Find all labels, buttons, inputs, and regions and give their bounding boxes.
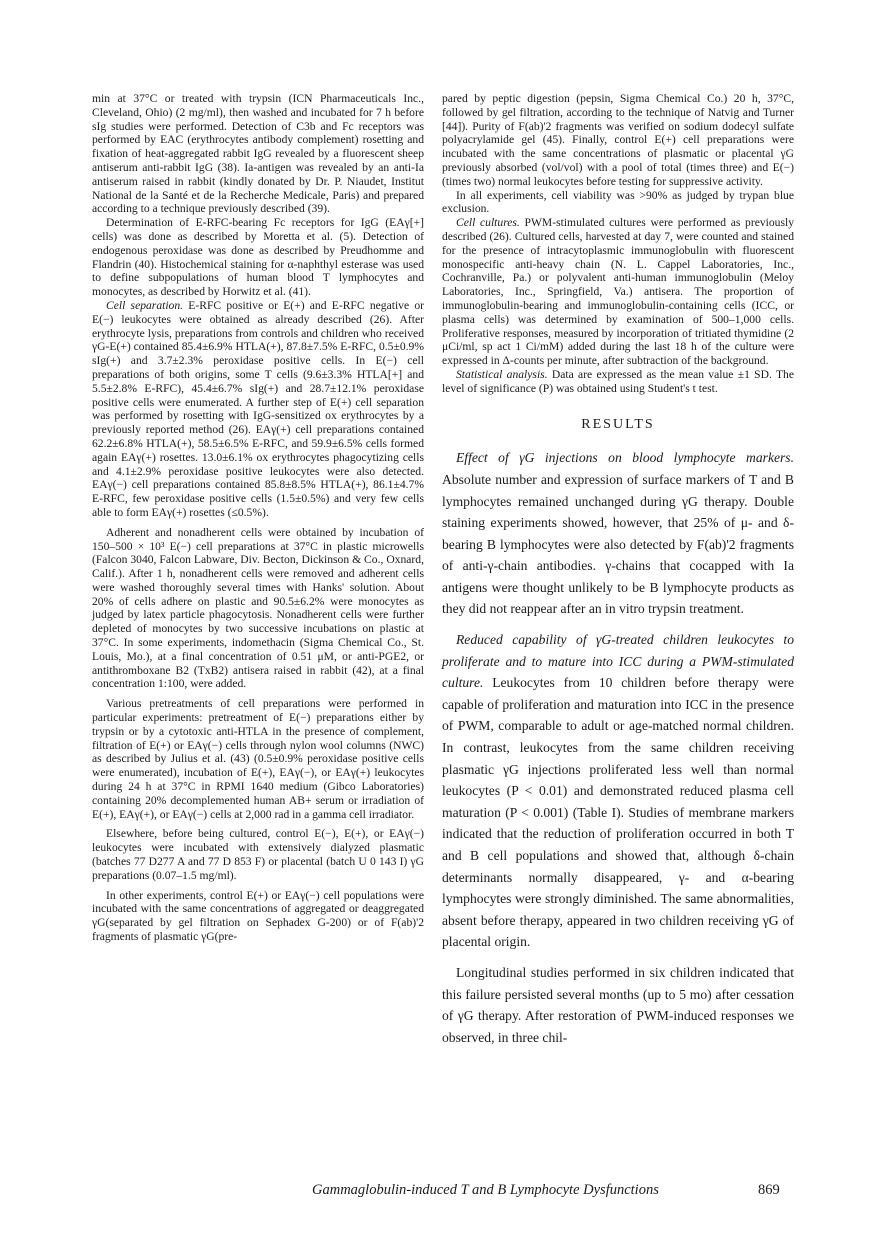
results-proliferation-text: Leukocytes from 10 children before therapy were capable of proliferation and maturation into ICC in the presence of PWM, comparable to adult or age-matched normal children. In contrast, leukocytes from the same children receiving plasmatic γG injections proliferated less well than normal leukocytes (P < 0.01) and demonstrated reduced plasma cell maturation (P < 0.001) (Table I). Studies of membrane markers indicated that the reduction of proliferation occurred in both T and B cell populations and showed that, although δ-chain determinants normally disappeared, γ- and α-bearing lymphocytes were strongly diminished. The same abnormalities, absent before therapy, appeared in two children receiving γG of placental origin.: [442, 675, 794, 950]
left-column: [92, 92, 424, 944]
running-title: Gammaglobulin-induced T and B Lymphocyte Dysfunctions: [312, 1182, 659, 1198]
paragraph-results-markers: [442, 447, 794, 620]
right-column: [442, 92, 794, 1048]
section-heading-proliferation: Reduced capability of γG-treated children leukocytes to proliferate and to mature into ICC during a PWM-stimulated culture.: [442, 632, 794, 691]
paragraph-results-longitudinal: Longitudinal studies performed in six children indicated that this failure persisted several months (up to 5 mo) after cessation of γG therapy. After restoration of PWM-induced responses we observed, in three chil-: [442, 964, 794, 1045]
page-number: 869: [758, 1182, 780, 1198]
paragraph-fab-fragments: pared by peptic digestion (pepsin, Sigma Chemical Co.) 20 h, 37°C, followed by gel filtration, according to the technique of Natvig and Turner [44]). Purity of F(ab)'2 fragments was verified on sodium dodecyl sulfate polyacrylamide gel (45). Finally, control E(+) cell preparations were incubated with the same concentrations of plasmatic or placental γG previously absorbed (vol/vol) with a pool of total (times three) and E(−) (times two) normal leukocytes before testing for suppressive activity.: [442, 92, 794, 188]
paragraph-methods-fc-receptors: Determination of E-RFC-bearing Fc receptors for IgG (EAγ[+] cells) was done as described by Moretta et al. (5). Detection of endogenous peroxidase was done as described by Preudhomme and Flandrin (40). Histochemical staining for α-naphthyl esterase was used to define subpopulations of human blood T lymphocytes and monocytes, as described by Horwitz et al. (41).: [92, 216, 424, 299]
section-heading-markers: Effect of γG injections on blood lymphocyte markers.: [456, 450, 794, 466]
paragraph-methods-antigens: min at 37°C or treated with trypsin (ICN Pharmaceuticals Inc., Cleveland, Ohio) (2 mg/ml), then washed and incubated for 7 h before sIg studies were performed. Detection of C3b and Fc receptors was performed by EAC (erythrocytes antibody complement) rosetting and fixation of heat-aggregated rabbit IgG revealed by a fluorescent sheep antiserum anti-rabbit IgG (38). Ia-antigen was revealed by an anti-Ia antiserum raised in rabbit (kindly donated by Dr. P. Niaudet, Institut National de la Santé et de la Recherche Medicale, Paris) and prepared according to a technique previously described (39).: [92, 92, 424, 216]
section-heading-cell-cultures: Cell cultures.: [456, 216, 520, 230]
paragraph-viability: In all experiments, cell viability was >90% as judged by trypan blue exclusion.: [442, 188, 794, 216]
results-markers-text: Absolute number and expression of surface markers of T and B lymphocytes remained unchanged during γG therapy. Double staining experiments showed, however, that 25% of μ- and δ-bearing B lymphocytes were also detected by F(ab)'2 fragments of anti-γ-chain antibodies. γ-chains that cocapped with Ia antigens were thought unlikely to be B lymphocyte products as they did not reappear after an in vitro trypsin treatment.: [442, 471, 794, 617]
page-footer: [0, 1182, 890, 1202]
paragraph-incubation: Elsewhere, before being cultured, control E(−), E(+), or EAγ(−) leukocytes were incubated with extensively dialyzed plasmatic (batches 77 D277 A and 77 D 853 F) or placental (batch U 0 143 I) γG preparations (0.07–1.5 mg/ml).: [92, 827, 424, 882]
section-heading-cell-separation: Cell separation.: [106, 298, 184, 312]
section-heading-statistical-analysis: Statistical analysis.: [456, 367, 548, 381]
paragraph-cell-cultures: [442, 216, 794, 368]
paragraph-other-experiments: In other experiments, control E(+) or EAγ(−) cell populations were incubated with the same concentrations of aggregated or deaggregated γG(separated by gel filtration on Sephadex G-200) or of F(ab)'2 fragments of plasmatic γG(pre-: [92, 888, 424, 944]
results-body: [442, 447, 794, 1048]
statistical-analysis-text: Data are expressed as the mean value ±1 SD. The level of significance (P) was obtained using Student's t test.: [442, 367, 794, 395]
cell-separation-text: E-RFC positive or E(+) and E-RFC negative or E(−) leukocytes were obtained as already described (26). After erythrocyte lysis, preparations from controls and children who received γG-E(+) contained 85.4±6.9% HTLA(+), 87.8±7.5% E-RFC, 0.5±0.9% sIg(+) and 3.7±2.3% peroxidase positive cells. In E(−) cell preparations of both origins, some T cells (9.6±3.3% HTLA[+] and 5.5±2.8% E-RFC), 45.4±6.7% sIg(+) and 28.7±12.1% peroxidase positive cells were enumerated. A further step of E(+) cell separation was performed by rosetting with IgG-sensitized ox erythrocytes by a previously reported method (26). EAγ(+) cell preparations contained 62.2±6.8% HTLA(+), 58.5±6.5% E-RFC, and 59.9±6.5% cells formed again EAγ(+) rosettes. 13.0±6.1% ox erythrocytes phagocytizing cells and 4.1±2.9% peroxidase positive leukocytes were also detected. EAγ(−) cell preparations contained 85.8±8.5% HTLA(+), 86.1±4.7% E-RFC, few peroxidase positive cells (1.5±0.5%) and very few cells able to form EAγ(+) rosettes (≤0.5%).: [92, 298, 425, 519]
paragraph-results-proliferation: [442, 629, 794, 953]
paragraph-adherent-cells: Adherent and nonadherent cells were obtained by incubation of 150–500 × 10³ E(−) cell preparations at 37°C in plastic microwells (Falcon 3040, Falcon Labware, Div. Becton, Dickinson & Co., Oxnard, Calif.). After 1 h, nonadherent cells were removed and adherent cells were washed thoroughly several times with Hanks' solution. About 20% of cells adhere on plastic and 90.5±6.2% were monocytes as judged by latex particle phagocytosis. Nonadherent cells were further depleted of monocytes by two successive incubations on plastic at 37°C. In some experiments, indomethacin (Sigma Chemical Co., St. Louis, Mo.), at a final concentration of 0.51 μM, or anti-PGE2, or antithromboxane B2 (TxB2) antisera raised in rabbit (42), at a final concentration 1:100, were added.: [92, 525, 424, 691]
cell-cultures-text: PWM-stimulated cultures were performed as previously described (26). Cultured cells, harvested at day 7, were counted and stained for the presence of intracytoplasmic immunoglobulin with fluorescent monospecific anti-heavy chain (N. L. Cappel Laboratories, Inc., Cochranville, Pa.) or polyvalent anti-human immunoglobulin (Meloy Laboratories, Inc., Springfield, Va.) antisera. The proportion of immunoglobulin-bearing and immunoglobulin-containing cells (ICC, or plasma cells) was determined by examination of 500–1,000 cells. Proliferative responses, measured by incorporation of tritiated thymidine (2 μCi/ml, sp act 1 Ci/mM) added during the last 18 h of the culture were expressed in Δ-counts per minute, after subtraction of the background.: [442, 216, 794, 368]
paragraph-pretreatments: Various pretreatments of cell preparations were performed in particular experiments: pretreatment of E(−) preparations either by trypsin or by a cytotoxic anti-HTLA in the presence of complement, filtration of E(+) or EAγ(−) cells through nylon wool columns (NWC) as described by Julius et al. (43) (0.5±0.9% peroxidase positive cells were enumerated), incubation of E(+), EAγ(−), or EAγ(+) leukocytes during 24 h at 37°C in RPMI 1640 medium (Gibco Laboratories) containing 20% decomplemented human AB+ serum or irradiation of E(+), EAγ(+), or EAγ(−) cells at 2,000 rad in a gamma cell irradiator.: [92, 697, 424, 821]
paragraph-statistical-analysis: [442, 368, 794, 396]
paragraph-cell-separation: [92, 299, 424, 520]
results-heading: RESULTS: [581, 416, 655, 432]
